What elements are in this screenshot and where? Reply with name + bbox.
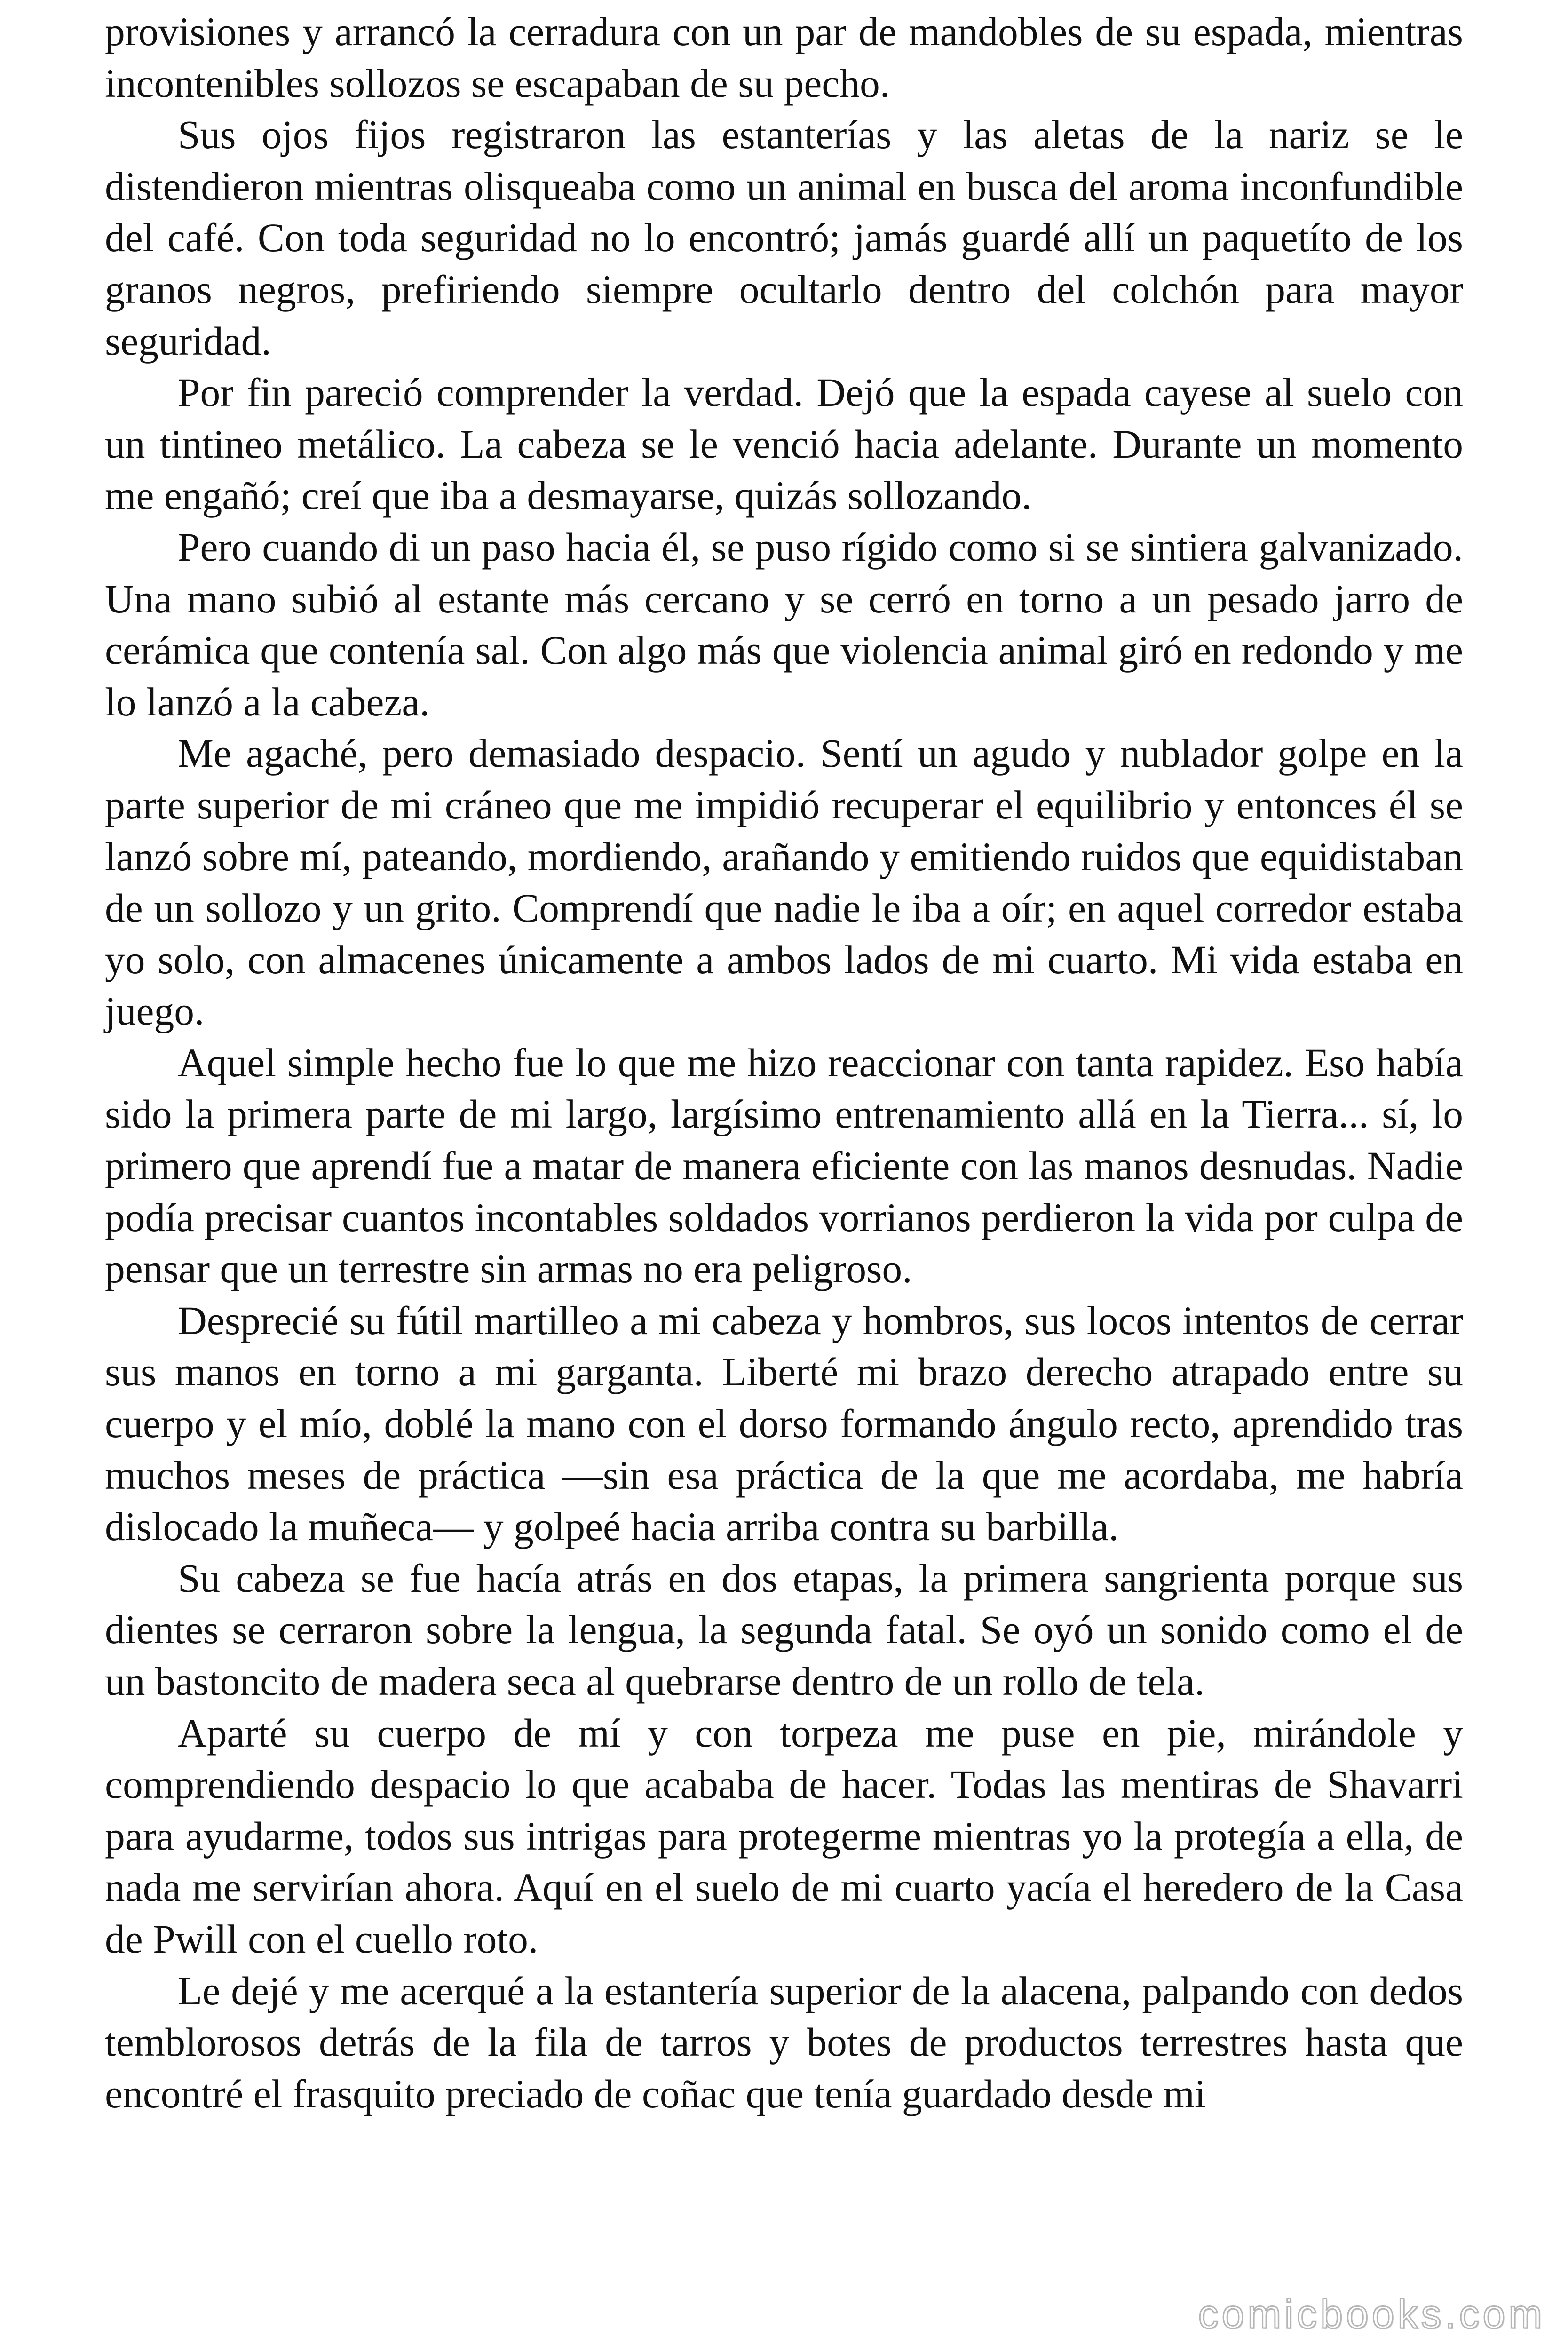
paragraph: Aparté su cuerpo de mí y con torpeza me puse en pie, mirándole y comprendiendo despacio lo que acababa de hacer. Todas las mentiras de Shavarri para ayudarme, todos sus intrigas para protegerme mientras yo la protegía a ella, de nada me servirían ahora. Aquí en el suelo de mi cuarto yacía el heredero de la Casa de Pwill con el cuello roto. <box>105 1711 1463 1962</box>
paragraph: Pero cuando di un paso hacia él, se puso rígido como si se sintiera galvanizado. Una mano subió al estante más cercano y se cerró en torno a un pesado jarro de cerámica que contenía sal. Con algo más que violencia animal giró en redondo y me lo lanzó a la cabeza. <box>105 525 1463 724</box>
paragraph: Por fin pareció comprender la verdad. Dejó que la espada cayese al suelo con un tintineo metálico. La cabeza se le venció hacia adelante. Durante un momento me engañó; creí que iba a desmayarse, quizás sollozando. <box>105 371 1463 518</box>
paragraph: Me agaché, pero demasiado despacio. Sentí un agudo y nublador golpe en la parte superior de mi cráneo que me impidió recuperar el equilibrio y entonces él se lanzó sobre mí, pateando, mordiendo, arañando y emitiendo ruidos que equidistaban de un sollozo y un grito. Comprendí que nadie le iba a oír; en aquel corredor estaba yo solo, con almacenes únicamente a ambos lados de mi cuarto. Mi vida estaba en juego. <box>105 731 1463 1034</box>
paragraph: Le dejé y me acerqué a la estantería superior de la alacena, palpando con dedos temblorosos detrás de la fila de tarros y botes de productos terrestres hasta que encontré el frasquito preciado de coñac que tenía guardado desde mi <box>105 1969 1463 2116</box>
paragraph: Su cabeza se fue hacía atrás en dos etapas, la primera sangrienta porque sus dientes se cerraron sobre la lengua, la segunda fatal. Se oyó un sonido como el de un bastoncito de madera seca al quebrarse dentro de un rollo de tela. <box>105 1556 1463 1704</box>
paragraph: provisiones y arrancó la cerradura con un par de mandobles de su espada, mientras incontenibles sollozos se escapaban de su pecho. <box>105 10 1463 106</box>
book-page <box>105 7 1463 2120</box>
paragraph: Sus ojos fijos registraron las estanterías y las aletas de la nariz se le distendieron mientras olisqueaba como un animal en busca del aroma inconfundible del café. Con toda seguridad no lo encontró; jamás guardé allí un paquetíto de los granos negros, prefiriendo siempre ocultarlo dentro del colchón para mayor seguridad. <box>105 113 1463 364</box>
watermark: comicbooks.com <box>1198 2292 1545 2337</box>
paragraph: Aquel simple hecho fue lo que me hizo reaccionar con tanta rapidez. Eso había sido la primera parte de mi largo, largísimo entrenamiento allá en la Tierra... sí, lo primero que aprendí fue a matar de manera eficiente con las manos desnudas. Nadie podía precisar cuantos incontables soldados vorrianos perdieron la vida por culpa de pensar que un terrestre sin armas no era peligroso. <box>105 1041 1463 1292</box>
paragraph: Desprecié su fútil martilleo a mi cabeza y hombros, sus locos intentos de cerrar sus manos en torno a mi garganta. Liberté mi brazo derecho atrapado entre su cuerpo y el mío, doblé la mano con el dorso formando ángulo recto, aprendido tras muchos meses de práctica —sin esa práctica de la que me acordaba, me habría dislocado la muñeca— y golpeé hacia arriba contra su barbilla. <box>105 1298 1463 1549</box>
